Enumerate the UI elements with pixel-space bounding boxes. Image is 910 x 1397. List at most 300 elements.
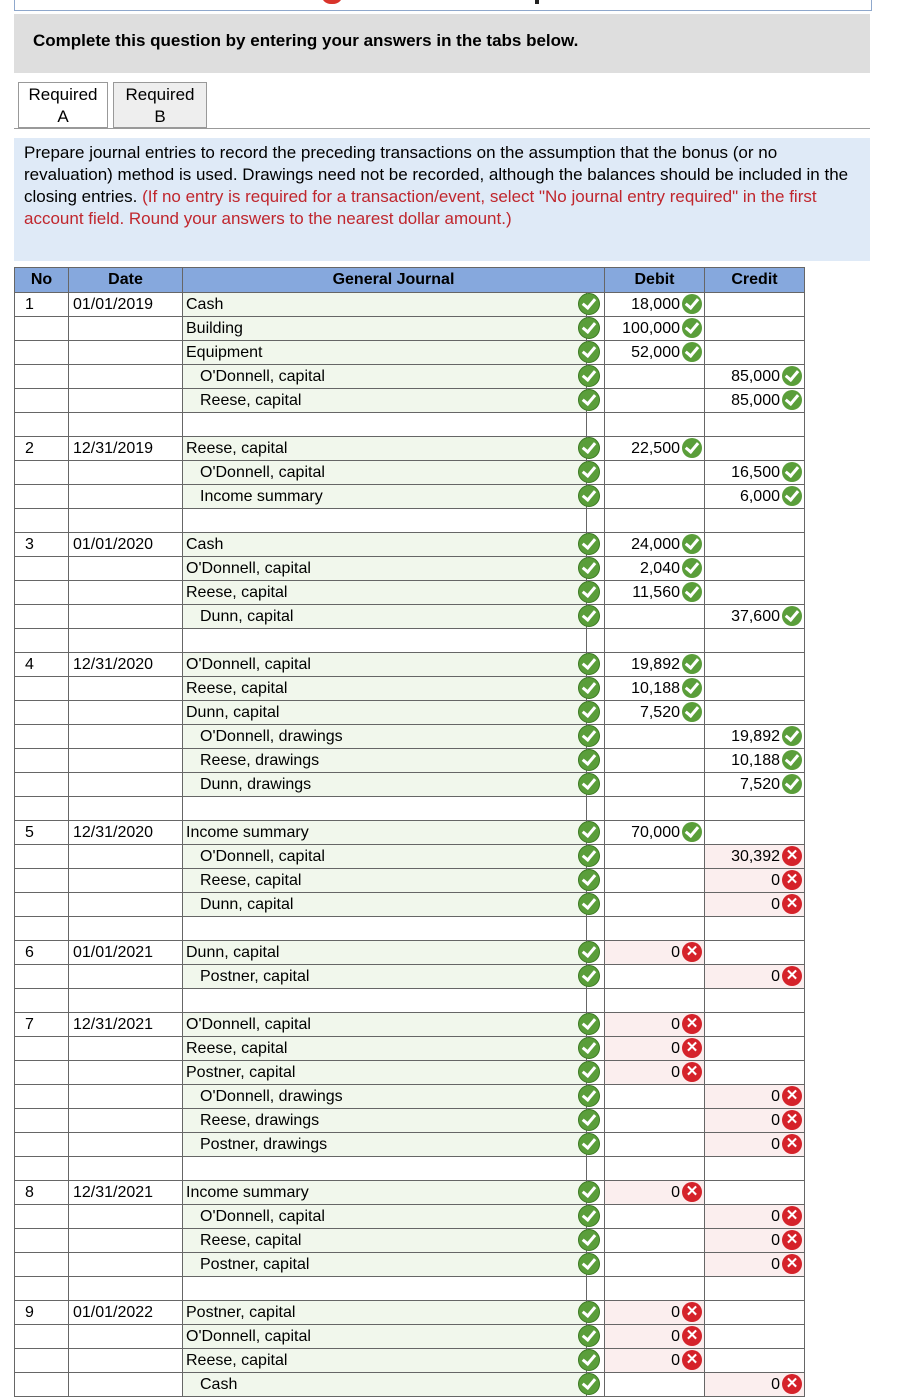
table-row <box>15 1229 805 1253</box>
credit-field[interactable] <box>705 1229 805 1253</box>
error-x-icon: ✕ <box>782 1206 802 1226</box>
account-field-value: Reese, capital <box>200 871 302 889</box>
credit-field-value: 19,892 <box>731 727 780 745</box>
entry-date <box>69 557 183 581</box>
account-field[interactable] <box>183 1301 587 1325</box>
debit-field[interactable] <box>605 485 705 509</box>
entry-number <box>15 749 69 773</box>
account-field-value: Reese, capital <box>186 439 288 457</box>
account-field[interactable] <box>183 317 587 341</box>
account-field[interactable] <box>183 581 587 605</box>
account-field[interactable] <box>183 965 587 989</box>
account-field-value: O'Donnell, drawings <box>200 727 343 745</box>
credit-field[interactable] <box>705 1349 805 1373</box>
account-status <box>587 533 605 557</box>
credit-field[interactable] <box>705 1085 805 1109</box>
account-field-value: Reese, capital <box>200 1231 302 1249</box>
account-field[interactable] <box>183 1349 587 1373</box>
entry-number <box>15 1373 69 1397</box>
credit-field-value: 0 <box>771 1135 780 1153</box>
debit-field[interactable] <box>605 893 705 917</box>
credit-field[interactable] <box>705 797 805 821</box>
account-status <box>587 893 605 917</box>
account-field[interactable] <box>183 1373 587 1397</box>
debit-field[interactable] <box>605 725 705 749</box>
checkmark-icon <box>578 485 600 507</box>
account-field[interactable] <box>183 653 587 677</box>
entry-number <box>15 317 69 341</box>
checkmark-icon <box>578 1349 600 1371</box>
debit-field-value: 100,000 <box>622 319 680 337</box>
account-field[interactable] <box>183 941 587 965</box>
account-field[interactable] <box>183 1325 587 1349</box>
credit-field[interactable] <box>705 893 805 917</box>
credit-field[interactable] <box>705 1253 805 1277</box>
account-field[interactable] <box>183 605 587 629</box>
debit-field-value: 70,000 <box>631 823 680 841</box>
debit-field[interactable] <box>605 701 705 725</box>
credit-field[interactable] <box>705 821 805 845</box>
prompt-note: (If no entry is required for a transaction/event, select "No journal entry required" in the first account field. Round your answers to the nearest dollar amount.) <box>24 187 817 228</box>
table-row <box>15 605 805 629</box>
entry-number <box>15 581 69 605</box>
debit-field[interactable] <box>605 941 705 965</box>
table-row <box>15 509 805 533</box>
debit-field[interactable] <box>605 1085 705 1109</box>
debit-field[interactable] <box>605 1253 705 1277</box>
credit-field[interactable] <box>705 509 805 533</box>
debit-field-value: 0 <box>671 1303 680 1321</box>
debit-field[interactable] <box>605 869 705 893</box>
account-field[interactable] <box>183 701 587 725</box>
account-field[interactable] <box>183 1181 587 1205</box>
debit-field[interactable] <box>605 509 705 533</box>
account-status <box>587 1109 605 1133</box>
account-field[interactable] <box>183 509 587 533</box>
debit-field[interactable] <box>605 1133 705 1157</box>
entry-number <box>15 1109 69 1133</box>
account-field[interactable] <box>183 629 587 653</box>
checkmark-icon <box>682 318 702 338</box>
credit-field[interactable] <box>705 1013 805 1037</box>
table-row <box>15 749 805 773</box>
entry-number <box>15 413 69 437</box>
entry-number <box>15 917 69 941</box>
credit-field[interactable] <box>705 941 805 965</box>
checkmark-icon <box>578 461 600 483</box>
account-field-value: Income summary <box>200 487 323 505</box>
account-field-value: Reese, drawings <box>200 751 320 769</box>
entry-number <box>15 389 69 413</box>
debit-field[interactable] <box>605 1109 705 1133</box>
credit-field[interactable] <box>705 989 805 1013</box>
account-field[interactable] <box>183 1085 587 1109</box>
debit-field[interactable] <box>605 365 705 389</box>
table-row <box>15 845 805 869</box>
account-status <box>587 653 605 677</box>
entry-date <box>69 893 183 917</box>
account-field[interactable] <box>183 989 587 1013</box>
entry-number <box>15 965 69 989</box>
credit-field[interactable] <box>705 1037 805 1061</box>
entry-date <box>69 1085 183 1109</box>
debit-field-value: 0 <box>671 943 680 961</box>
debit-field[interactable] <box>605 1181 705 1205</box>
account-field[interactable] <box>183 749 587 773</box>
account-field[interactable] <box>183 797 587 821</box>
debit-field[interactable] <box>605 533 705 557</box>
entry-date <box>69 797 183 821</box>
credit-field-value: 0 <box>771 1207 780 1225</box>
credit-field-value: 30,392 <box>731 847 780 865</box>
debit-field[interactable] <box>605 557 705 581</box>
account-status <box>587 413 605 437</box>
debit-field-value: 18,000 <box>631 295 680 313</box>
account-field-value: Reese, drawings <box>200 1111 320 1129</box>
credit-field[interactable] <box>705 485 805 509</box>
checkmark-icon <box>578 773 600 795</box>
credit-field[interactable] <box>705 1277 805 1301</box>
entry-date <box>69 1205 183 1229</box>
entry-number <box>15 485 69 509</box>
entry-date <box>69 749 183 773</box>
col-date: Date <box>69 268 183 293</box>
account-status <box>587 701 605 725</box>
debit-field[interactable] <box>605 461 705 485</box>
debit-field[interactable] <box>605 821 705 845</box>
error-x-icon: ✕ <box>682 1182 702 1202</box>
account-field[interactable] <box>183 485 587 509</box>
debit-field[interactable] <box>605 605 705 629</box>
checkmark-icon <box>682 678 702 698</box>
checkmark-icon <box>578 1085 600 1107</box>
debit-field[interactable] <box>605 797 705 821</box>
error-x-icon: ✕ <box>682 1014 702 1034</box>
credit-field[interactable] <box>705 1109 805 1133</box>
checkmark-icon <box>682 294 702 314</box>
debit-field[interactable] <box>605 1013 705 1037</box>
account-field[interactable] <box>183 893 587 917</box>
entry-date <box>69 821 183 845</box>
credit-field[interactable] <box>705 1373 805 1397</box>
account-field[interactable] <box>183 461 587 485</box>
entry-number-value: 7 <box>25 1015 34 1033</box>
checkmark-icon <box>682 702 702 722</box>
account-field-value: O'Donnell, capital <box>200 367 325 385</box>
checkmark-icon <box>578 1301 600 1323</box>
account-field-value: Income summary <box>186 1183 309 1201</box>
account-field[interactable] <box>183 341 587 365</box>
credit-field-value: 10,188 <box>731 751 780 769</box>
error-x-icon: ✕ <box>682 1302 702 1322</box>
credit-field[interactable] <box>705 749 805 773</box>
checkmark-icon <box>578 1181 600 1203</box>
credit-field[interactable] <box>705 701 805 725</box>
tab-required-b[interactable] <box>113 82 207 128</box>
account-field[interactable] <box>183 1157 587 1181</box>
entry-number <box>15 461 69 485</box>
debit-field-value: 19,892 <box>631 655 680 673</box>
debit-field[interactable] <box>605 581 705 605</box>
checkmark-icon <box>578 1205 600 1227</box>
account-status <box>587 365 605 389</box>
account-field-value: Reese, capital <box>186 1039 288 1057</box>
account-field-value: O'Donnell, capital <box>200 847 325 865</box>
account-field[interactable] <box>183 1205 587 1229</box>
entry-number <box>15 509 69 533</box>
account-field[interactable] <box>183 821 587 845</box>
entry-number <box>15 365 69 389</box>
debit-field[interactable] <box>605 917 705 941</box>
checkmark-icon <box>782 390 802 410</box>
credit-field[interactable] <box>705 461 805 485</box>
credit-field[interactable] <box>705 917 805 941</box>
entry-number <box>15 557 69 581</box>
table-row <box>15 821 805 845</box>
credit-field[interactable] <box>705 725 805 749</box>
debit-field[interactable] <box>605 749 705 773</box>
debit-field[interactable] <box>605 341 705 365</box>
debit-field[interactable] <box>605 1277 705 1301</box>
account-field-value: O'Donnell, capital <box>186 559 311 577</box>
entry-number <box>15 1085 69 1109</box>
checkmark-icon <box>578 941 600 963</box>
credit-field[interactable] <box>705 341 805 365</box>
account-status <box>587 989 605 1013</box>
debit-field[interactable] <box>605 677 705 701</box>
credit-field[interactable] <box>705 1181 805 1205</box>
credit-field[interactable] <box>705 677 805 701</box>
debit-field[interactable] <box>605 1205 705 1229</box>
account-field-value: Postner, capital <box>200 1255 310 1273</box>
table-row <box>15 1325 805 1349</box>
account-field[interactable] <box>183 845 587 869</box>
debit-field[interactable] <box>605 293 705 317</box>
checkmark-icon <box>578 581 600 603</box>
credit-field[interactable] <box>705 1301 805 1325</box>
debit-field[interactable] <box>605 989 705 1013</box>
credit-field[interactable] <box>705 557 805 581</box>
checkmark-icon <box>578 1325 600 1347</box>
col-general-journal: General Journal <box>183 268 605 293</box>
credit-field[interactable] <box>705 965 805 989</box>
checkmark-icon <box>578 701 600 723</box>
debit-field[interactable] <box>605 965 705 989</box>
account-field[interactable] <box>183 1229 587 1253</box>
credit-field[interactable] <box>705 413 805 437</box>
entry-number <box>15 1253 69 1277</box>
account-status <box>587 1349 605 1373</box>
account-field[interactable] <box>183 1109 587 1133</box>
account-status <box>587 749 605 773</box>
account-field[interactable] <box>183 1253 587 1277</box>
entry-date <box>69 1277 183 1301</box>
error-x-icon: ✕ <box>782 1086 802 1106</box>
table-row <box>15 653 805 677</box>
account-field-value: Postner, drawings <box>200 1135 328 1153</box>
table-row <box>15 725 805 749</box>
checkmark-icon <box>578 317 600 339</box>
account-field[interactable] <box>183 725 587 749</box>
tab-a-line1: Required <box>28 85 98 104</box>
account-field[interactable] <box>183 557 587 581</box>
account-status <box>587 869 605 893</box>
credit-field[interactable] <box>705 1325 805 1349</box>
table-row <box>15 965 805 989</box>
account-status <box>587 629 605 653</box>
progress-indicator-icon <box>321 0 343 4</box>
account-field[interactable] <box>183 365 587 389</box>
account-field[interactable] <box>183 413 587 437</box>
entry-number <box>15 1301 69 1325</box>
entry-number <box>15 1349 69 1373</box>
credit-field[interactable] <box>705 629 805 653</box>
debit-field[interactable] <box>605 1349 705 1373</box>
tab-a-line2: A <box>57 107 69 126</box>
account-field[interactable] <box>183 1013 587 1037</box>
credit-field[interactable] <box>705 293 805 317</box>
credit-field[interactable] <box>705 773 805 797</box>
account-field-value: Reese, capital <box>186 583 288 601</box>
account-field-value: Dunn, drawings <box>200 775 312 793</box>
entry-number <box>15 1229 69 1253</box>
debit-field-value: 24,000 <box>631 535 680 553</box>
account-field[interactable] <box>183 389 587 413</box>
debit-field[interactable] <box>605 1157 705 1181</box>
credit-field[interactable] <box>705 533 805 557</box>
credit-field[interactable] <box>705 869 805 893</box>
checkmark-icon <box>578 845 600 867</box>
entry-number <box>15 1037 69 1061</box>
debit-field[interactable] <box>605 773 705 797</box>
table-row <box>15 437 805 461</box>
debit-field[interactable] <box>605 1037 705 1061</box>
debit-field[interactable] <box>605 389 705 413</box>
debit-field[interactable] <box>605 1373 705 1397</box>
account-field[interactable] <box>183 1037 587 1061</box>
debit-field[interactable] <box>605 629 705 653</box>
debit-field[interactable] <box>605 317 705 341</box>
checkmark-icon <box>578 1061 600 1083</box>
error-x-icon: ✕ <box>782 846 802 866</box>
table-row <box>15 773 805 797</box>
account-status <box>587 1301 605 1325</box>
entry-date <box>69 605 183 629</box>
credit-field[interactable] <box>705 1157 805 1181</box>
credit-field[interactable] <box>705 1133 805 1157</box>
credit-field[interactable] <box>705 581 805 605</box>
error-x-icon: ✕ <box>782 1254 802 1274</box>
credit-field[interactable] <box>705 317 805 341</box>
progress-tick-icon <box>535 0 539 4</box>
entry-date <box>69 461 183 485</box>
entry-date <box>69 1325 183 1349</box>
checkmark-icon <box>578 341 600 363</box>
account-field-value: Dunn, capital <box>200 607 294 625</box>
debit-field[interactable] <box>605 845 705 869</box>
account-field[interactable] <box>183 869 587 893</box>
entry-number <box>15 941 69 965</box>
entry-date-value: 01/01/2019 <box>73 295 154 313</box>
checkmark-icon <box>578 533 600 555</box>
account-field[interactable] <box>183 1277 587 1301</box>
checkmark-icon <box>682 438 702 458</box>
entry-date <box>69 1013 183 1037</box>
account-field[interactable] <box>183 917 587 941</box>
entry-date-value: 12/31/2021 <box>73 1183 154 1201</box>
credit-field[interactable] <box>705 1205 805 1229</box>
account-status <box>587 1277 605 1301</box>
entry-number <box>15 701 69 725</box>
entry-date <box>69 869 183 893</box>
account-field[interactable] <box>183 533 587 557</box>
account-field-value: Cash <box>186 535 224 553</box>
account-field[interactable] <box>183 437 587 461</box>
entry-date <box>69 1373 183 1397</box>
account-status <box>587 437 605 461</box>
debit-field[interactable] <box>605 1061 705 1085</box>
debit-field[interactable] <box>605 1229 705 1253</box>
entry-date <box>69 773 183 797</box>
credit-field-value: 0 <box>771 1375 780 1393</box>
account-status <box>587 941 605 965</box>
credit-field[interactable] <box>705 365 805 389</box>
entry-date <box>69 389 183 413</box>
debit-field[interactable] <box>605 437 705 461</box>
entry-date <box>69 1229 183 1253</box>
entry-number <box>15 821 69 845</box>
col-debit: Debit <box>605 268 705 293</box>
credit-field[interactable] <box>705 389 805 413</box>
entry-number <box>15 1181 69 1205</box>
entry-date <box>69 533 183 557</box>
entry-date <box>69 1349 183 1373</box>
account-field-value: Dunn, capital <box>186 943 280 961</box>
account-field[interactable] <box>183 1133 587 1157</box>
debit-field[interactable] <box>605 653 705 677</box>
prompt-text: Prepare journal entries to record the preceding transactions on the assumption that the bonus (or no revaluation) method is used. Drawings need not be recorded, although the balances should be included in the closing entries. <box>24 143 849 206</box>
credit-field[interactable] <box>705 605 805 629</box>
table-row <box>15 581 805 605</box>
account-field[interactable] <box>183 677 587 701</box>
debit-field-value: 0 <box>671 1327 680 1345</box>
account-field[interactable] <box>183 773 587 797</box>
tab-required-a[interactable] <box>18 82 108 128</box>
credit-field[interactable] <box>705 653 805 677</box>
account-field[interactable] <box>183 1061 587 1085</box>
credit-field[interactable] <box>705 437 805 461</box>
entry-date <box>69 437 183 461</box>
debit-field[interactable] <box>605 413 705 437</box>
checkmark-icon <box>578 965 600 987</box>
credit-field[interactable] <box>705 1061 805 1085</box>
debit-field[interactable] <box>605 1301 705 1325</box>
account-status <box>587 725 605 749</box>
checkmark-icon <box>578 1013 600 1035</box>
entry-date <box>69 725 183 749</box>
error-x-icon: ✕ <box>682 942 702 962</box>
account-field-value: Income summary <box>186 823 309 841</box>
credit-field-value: 0 <box>771 1111 780 1129</box>
entry-number <box>15 797 69 821</box>
account-field-value: O'Donnell, capital <box>186 1327 311 1345</box>
table-row <box>15 1061 805 1085</box>
credit-field[interactable] <box>705 845 805 869</box>
account-field[interactable] <box>183 293 587 317</box>
debit-field[interactable] <box>605 1325 705 1349</box>
account-status <box>587 605 605 629</box>
table-row <box>15 629 805 653</box>
